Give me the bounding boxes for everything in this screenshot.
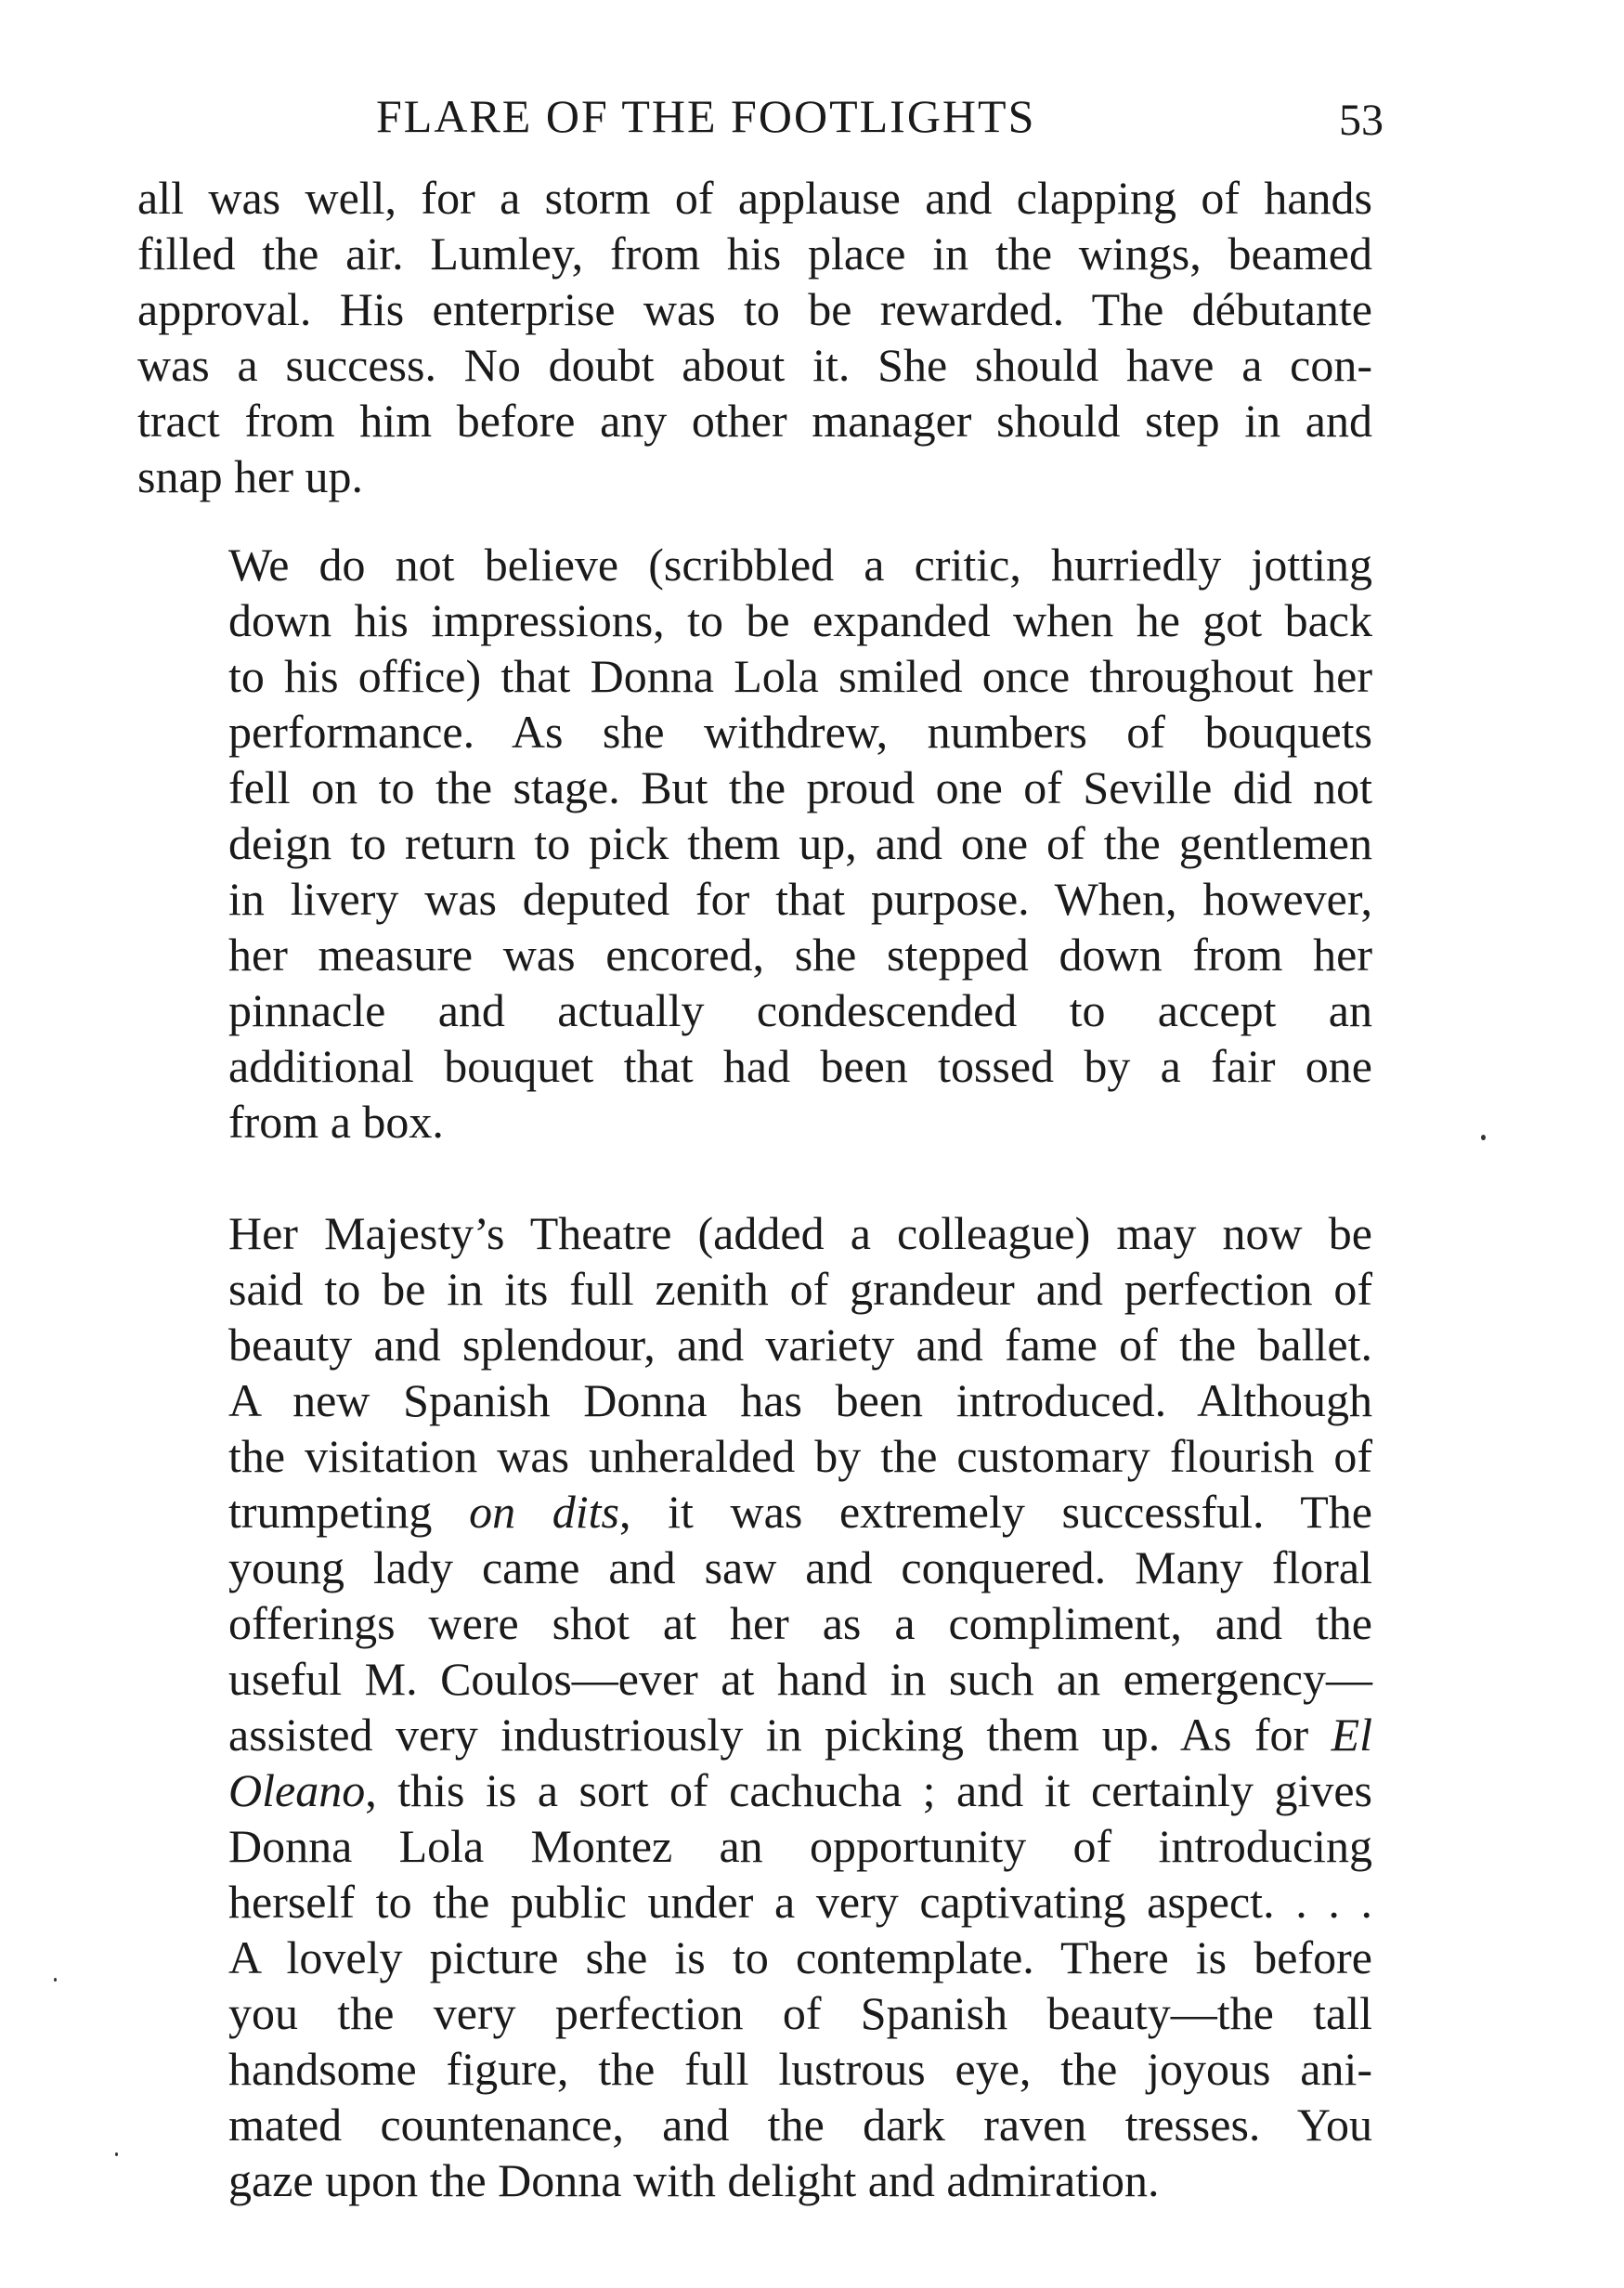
- text-line: pinnacle and actually condescended to accept an: [228, 984, 1372, 1036]
- text-line: trumpeting on dits, it was extremely successful. The: [228, 1486, 1372, 1538]
- text-line: young lady came and saw and conquered. Many floral: [228, 1541, 1372, 1593]
- text-line: handsome figure, the full lustrous eye, the joyous ani-: [228, 2043, 1372, 2095]
- text-line: you the very perfection of Spanish beauty—the tall: [228, 1987, 1372, 2039]
- paragraph-3: [228, 1205, 1372, 2208]
- text-line: herself to the public under a very captivating aspect. . . .: [228, 1876, 1372, 1928]
- text-line: approval. His enterprise was to be rewarded. The débutante: [137, 283, 1372, 335]
- text-line: mated countenance, and the dark raven tresses. You: [228, 2099, 1372, 2151]
- text-line: Her Majesty’s Theatre (added a colleague) may now be: [228, 1207, 1372, 1259]
- text-line: fell on to the stage. But the proud one of Seville did not: [228, 761, 1372, 813]
- running-head-title: FLARE OF THE FOOTLIGHTS: [376, 90, 1036, 142]
- text-line: Donna Lola Montez an opportunity of introducing: [228, 1820, 1372, 1872]
- text-line: Oleano, this is a sort of cachucha ; and it certainly gives: [228, 1764, 1372, 1816]
- text-line: A lovely picture she is to contemplate. There is before: [228, 1931, 1372, 1983]
- text-line: gaze upon the Donna with delight and admiration.: [228, 2154, 1160, 2206]
- running-head: [139, 89, 1384, 154]
- text-line: assisted very industriously in picking them up. As for El: [228, 1709, 1372, 1761]
- text-line: useful M. Coulos—ever at hand in such an emergency—: [228, 1653, 1372, 1705]
- paragraph-1: [137, 170, 1372, 504]
- print-speck: [1481, 1135, 1486, 1140]
- text-line: tract from him before any other manager should step in and: [137, 395, 1372, 447]
- text-line: We do not believe (scribbled a critic, hurriedly jotting: [228, 539, 1372, 591]
- text-line: her measure was encored, she stepped down from her: [228, 929, 1372, 981]
- text-line: performance. As she withdrew, numbers of bouquets: [228, 706, 1372, 758]
- paragraph-2: [228, 537, 1372, 1150]
- print-speck: [115, 2152, 118, 2156]
- text-line: snap her up.: [137, 450, 363, 502]
- text-line: to his office) that Donna Lola smiled once throughout her: [228, 650, 1372, 702]
- text-line: the visitation was unheralded by the customary flourish of: [228, 1430, 1372, 1482]
- text-line: beauty and splendour, and variety and fame of the ballet.: [228, 1319, 1372, 1371]
- text-line: said to be in its full zenith of grandeur and perfection of: [228, 1263, 1372, 1315]
- text-line: offerings were shot at her as a compliment, and the: [228, 1597, 1372, 1649]
- text-line: all was well, for a storm of applause and clapping of hands: [137, 172, 1372, 224]
- text-line: in livery was deputed for that purpose. When, however,: [228, 873, 1372, 925]
- text-line: A new Spanish Donna has been introduced. Although: [228, 1374, 1372, 1426]
- text-line: from a box.: [228, 1096, 444, 1148]
- text-line: filled the air. Lumley, from his place in the wings, beamed: [137, 228, 1372, 280]
- print-speck: [54, 1978, 57, 1982]
- text-line: down his impressions, to be expanded when he got back: [228, 594, 1372, 646]
- text-line: was a success. No doubt about it. She should have a con-: [137, 339, 1372, 391]
- page-number: 53: [1339, 96, 1384, 145]
- text-line: additional bouquet that had been tossed by a fair one: [228, 1040, 1372, 1092]
- text-line: deign to return to pick them up, and one of the gentlemen: [228, 817, 1372, 869]
